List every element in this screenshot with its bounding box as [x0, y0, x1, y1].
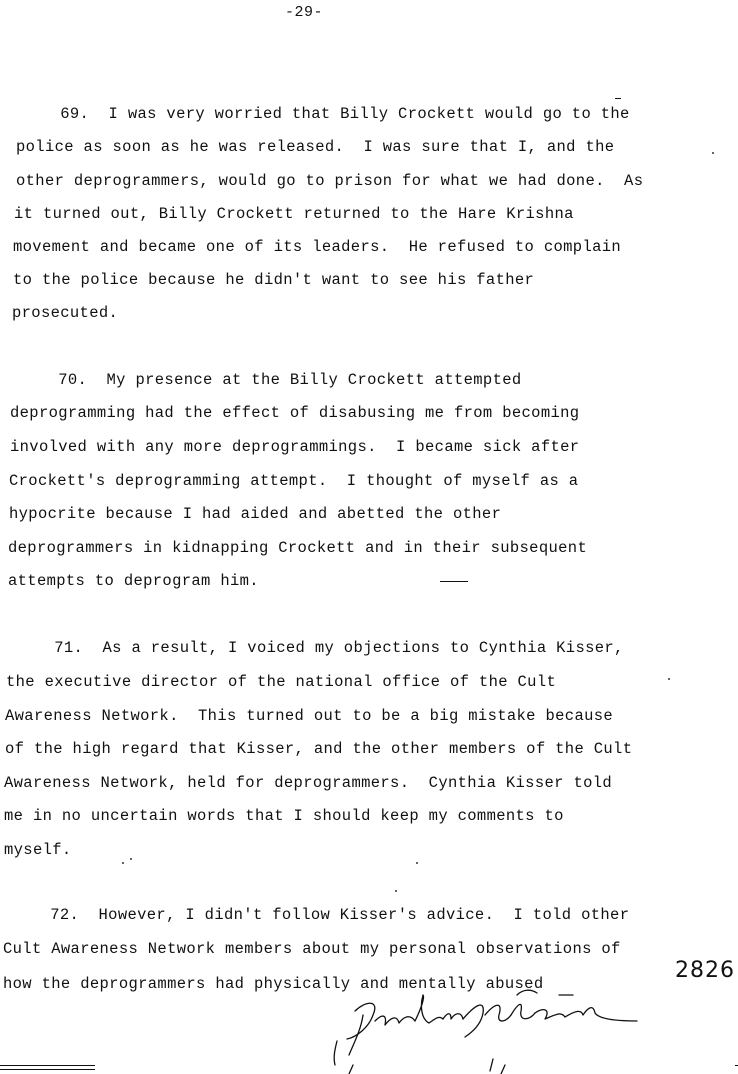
- text-line: hypocrite because I had aided and abetted the other: [9, 505, 502, 523]
- text-line: myself.: [4, 841, 72, 859]
- text-line: deprogrammers in kidnapping Crockett and in their subsequent: [8, 539, 588, 557]
- text-line: Awareness Network. This turned out to be a big mistake because: [5, 707, 614, 725]
- text-line: Crockett's deprogramming attempt. I thought of myself as a: [9, 472, 579, 490]
- scan-mark-dash: [615, 98, 621, 99]
- text-line: other deprogrammers, would go to prison for what we had done. As: [16, 172, 644, 190]
- text-line: involved with any more deprogrammings. I became sick after: [10, 438, 580, 456]
- bates-stamp: 2826: [675, 958, 735, 983]
- page-number: -29-: [285, 4, 324, 21]
- scan-rule: [0, 1069, 95, 1070]
- text-line: police as soon as he was released. I was sure that I, and the: [16, 138, 615, 156]
- scan-speck: [395, 890, 397, 892]
- text-line: how the deprogrammers had physically and mentally abused: [3, 975, 544, 993]
- text-line: 72. However, I didn't follow Kisser's advice. I told other: [2, 906, 630, 924]
- scan-speck: [130, 858, 132, 860]
- text-line: me in no uncertain words that I should keep my comments to: [4, 807, 564, 825]
- handwritten-signature: [325, 985, 645, 1074]
- scan-speck: [416, 862, 418, 864]
- text-line: Awareness Network, held for deprogrammers. Cynthia Kisser told: [4, 774, 613, 792]
- text-line: movement and became one of its leaders. He refused to complain: [13, 238, 622, 256]
- text-line: deprogramming had the effect of disabusing me from becoming: [10, 404, 580, 422]
- text-line: prosecuted.: [12, 304, 119, 322]
- text-line: it turned out, Billy Crockett returned to the Hare Krishna: [14, 205, 574, 223]
- text-line: 70. My presence at the Billy Crockett attempted: [10, 371, 522, 389]
- text-line: 69. I was very worried that Billy Crockett would go to the: [12, 105, 630, 123]
- scan-speck: [668, 678, 670, 680]
- text-line: to the police because he didn't want to see his father: [13, 271, 535, 289]
- text-line: Cult Awareness Network members about my personal observations of: [3, 940, 621, 958]
- text-line: attempts to deprogram him.: [8, 572, 259, 590]
- text-line: the executive director of the national office of the Cult: [6, 673, 557, 691]
- scan-speck: [712, 152, 714, 154]
- scan-mark-dash: [440, 581, 468, 582]
- scan-speck: [122, 862, 124, 864]
- scan-rule: [0, 1065, 95, 1066]
- text-line: 71. As a result, I voiced my objections to Cynthia Kisser,: [6, 639, 624, 657]
- text-line: of the high regard that Kisser, and the other members of the Cult: [5, 740, 633, 758]
